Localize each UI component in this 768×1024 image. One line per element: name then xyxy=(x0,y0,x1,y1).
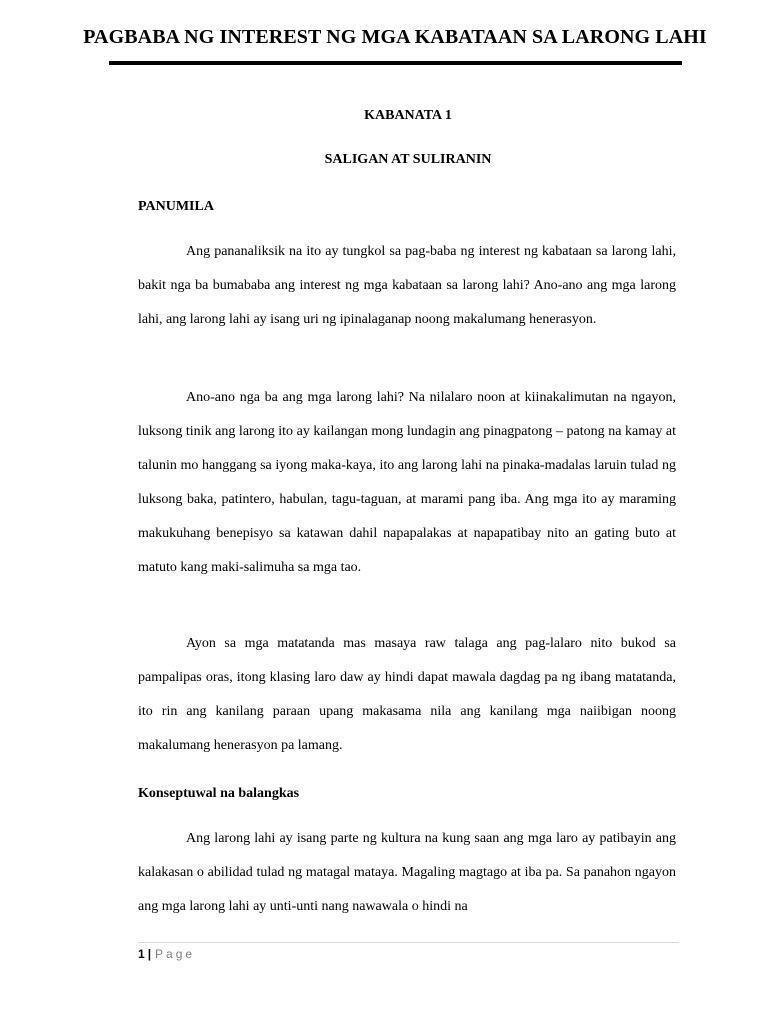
page-footer xyxy=(138,947,195,961)
paragraph-4: Ang larong lahi ay isang parte ng kultura na kung saan ang mga laro ay patibayin ang kalakasan o abilidad tulad ng matagal mataya. Magaling magtago at iba pa. Sa panahon ngayon ang mga larong lahi ay unti-unti nang nawawala o hindi na xyxy=(138,831,676,914)
document-header-title: PAGBABA NG INTEREST NG MGA KABATAAN SA LARONG LAHI xyxy=(83,26,707,48)
paragraph-2: Ano-ano nga ba ang mga larong lahi? Na nilalaro noon at kiinakalimutan na ngayon, luksong tinik ang larong ito ay kailangan mong lundagin ang pinagpatong – patong na kamay at talunin mo hanggang sa iyong maka-kaya, ito ang larong lahi na pinaka-madalas laruin tulad ng luksong baka, patintero, habulan, tagu-taguan, at marami pang iba. Ang mga ito ay maraming makukuhang benepisyo sa katawan dahil napapalakas at napapatibay nito an gating buto at matuto kang maki-salimuha sa mga tao. xyxy=(138,390,676,575)
page-separator: | xyxy=(147,947,152,961)
page-label: Page xyxy=(155,947,196,961)
chapter-label: KABANATA 1 xyxy=(364,108,452,123)
header-rule xyxy=(109,61,682,65)
page-number: 1 xyxy=(138,947,145,961)
footer-rule xyxy=(138,942,679,943)
section-heading-panumila: PANUMILA xyxy=(138,199,214,214)
paragraph-1: Ang pananaliksik na ito ay tungkol sa pag-baba ng interest ng kabataan sa larong lahi, bakit nga ba bumababa ang interest ng mga kabataan sa larong lahi? Ano-ano ang mga larong lahi, ang larong lahi ay isang uri ng ipinalaganap noong makalumang henerasyon. xyxy=(138,244,676,327)
chapter-subtitle: SALIGAN AT SULIRANIN xyxy=(324,152,492,167)
section-heading-framework: Konseptuwal na balangkas xyxy=(138,786,300,801)
paragraph-3: Ayon sa mga matatanda mas masaya raw talaga ang pag-lalaro nito bukod sa pampalipas oras, itong klasing laro daw ay hindi dapat mawala dagdag pa ng ibang matatanda, ito rin ang kanilang paraan upang makasama nila ang kanilang mga naiibigan noong makalumang henerasyon pa lamang. xyxy=(138,636,676,753)
